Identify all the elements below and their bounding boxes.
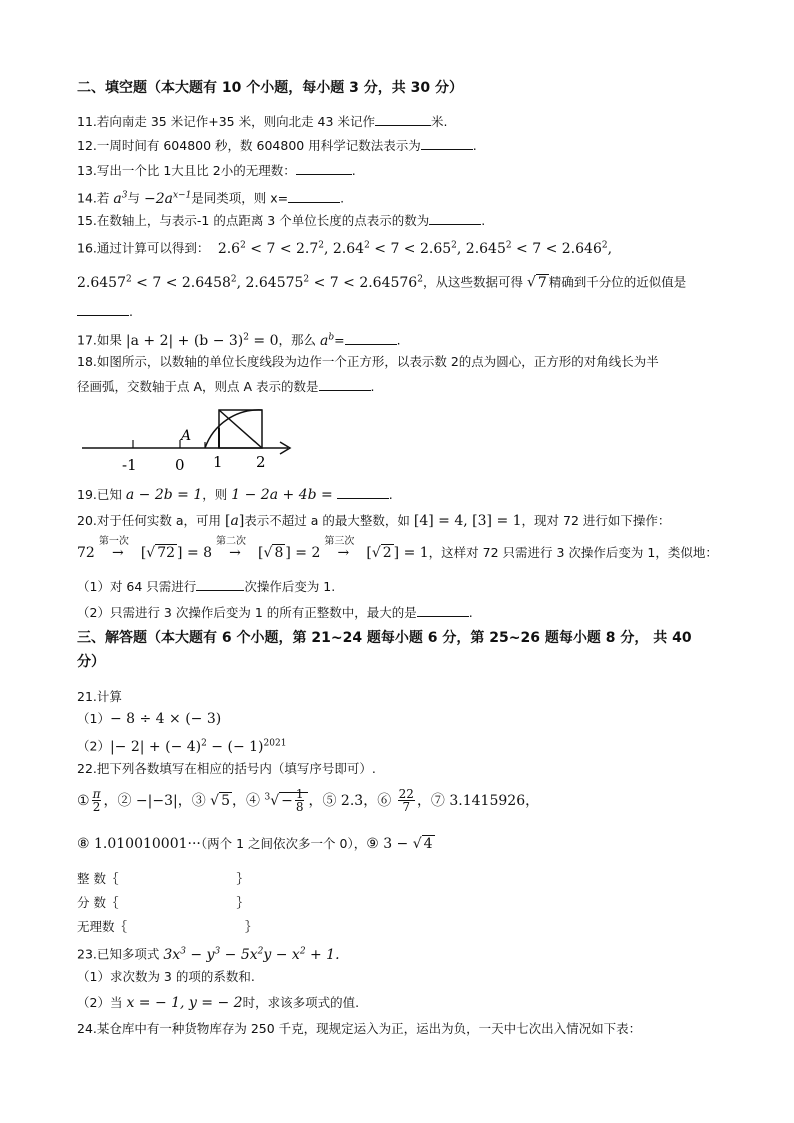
category-fractions: 分 数｛ ｝: [77, 895, 249, 910]
answer-blank: [288, 190, 340, 203]
answer-blank: [345, 332, 397, 345]
question-20-line2: 72 第一次 → [√ 72 ] = 8 第二次 → [√ 8 ] = 2 第三次 → [√ 2 ] = 1，这样对 72 只需进行 3 次操作后变为 1，类似地：: [77, 544, 718, 562]
answer-blank: [319, 378, 371, 391]
answer-blank: [296, 162, 352, 175]
question-16-line3: .: [77, 303, 133, 321]
floor-examples: [4] = 4, [3] = 1: [413, 513, 522, 529]
question-18-line2: 径画弧，交数轴于点 A，则点 A 表示的数是 .: [77, 379, 375, 394]
question-18-line1: 18.如图所示，以数轴的单位长度线段为边作一个正方形，以表示数 2的点为圆心，正方形的对角线长为半: [77, 354, 659, 369]
question-24: 24.某仓库中有一种货物库存为 250 千克，现规定运入为正，运出为负，一天中七次出入情况如下表：: [77, 1021, 642, 1036]
answer-blank: [337, 486, 389, 499]
polynomial: $3x^3 - y^3 - 5x^2y - x^2 + 1$.: [163, 946, 340, 963]
question-14: 14.若 $a^3$与 $-2a^{x-1}$是同类项，则 x= .: [77, 190, 345, 207]
question-20-line1: 20.对于任何实数 a，可用 [a]表示不超过 a 的最大整数，如 [4] = 4, [3] = 1，现对 72 进行如下操作：: [77, 513, 671, 529]
question-12: 12.一周时间有 604800 秒，数 604800 用科学记数法表示为 .: [77, 138, 477, 153]
question-22-numbers-row1: [77, 788, 539, 813]
section3-heading-line1: 三、解答题（本大题有 6 个小题，第 21~24 题每小题 6 分，第 25~26 题每小题 8 分， 共 40: [77, 630, 692, 646]
compass-arc: [205, 410, 262, 448]
step-label: 第一次: [98, 536, 129, 547]
target-expression: 1 − 2a + 4b =: [231, 487, 333, 503]
question-20-sub1: （1）对 64 只需进行 次操作后变为 1.: [77, 579, 336, 594]
square-diagonal: [219, 410, 262, 448]
answer-blank: [77, 303, 129, 316]
sqrt-7: √ 7: [526, 274, 547, 291]
question-16-line2: $2.6457^2 < 7 < 2.6458^2$, $2.64575^2 < 7 < 2.64576^2$，从这些数据可得 √ 7 精确到千分位的近似值是: [77, 274, 687, 291]
inequality-chain-1: $2.6^2 < 7 < 2.7^2$, $2.64^2 < 7 < 2.65^2$, $2.645^2 < 7 < 2.646^2$,: [213, 240, 613, 257]
question-21-part2: （2）|− 2| + (− 4)$^2$ − (− 1)$^{2021}$: [77, 738, 287, 755]
expression: |− 2| + (− 4)$^2$ − (− 1)$^{2021}$: [109, 738, 287, 755]
condition-expression: $|a + 2| + (b - 3)^2 = 0$: [125, 332, 279, 349]
question-17: 17.如果 $|a + 2| + (b - 3)^2 = 0$，那么 $a^b=$ .: [77, 332, 401, 349]
question-11: 11.若向南走 35 米记作+35 米，则向北走 43 米记作 米.: [77, 114, 448, 129]
tick-label: -1: [122, 456, 137, 474]
term-2ax: $-2a^{x-1}$: [143, 190, 192, 207]
term-a3: $a^3$: [113, 190, 128, 207]
question-15: 15.在数轴上，与表示-1 的点距离 3 个单位长度的点表示的数为 .: [77, 213, 486, 228]
point-a-label: A: [181, 428, 192, 444]
question-21-title: 21.计算: [77, 689, 122, 704]
question-13: 13.写出一个比 1大且比 2小的无理数： .: [77, 163, 356, 178]
number-list: ⑧ 1.010010001···: [77, 836, 201, 852]
question-22-numbers-row2: ⑧ 1.010010001···（两个 1 之间依次多一个 0），⑨ 3 − √ 4: [77, 836, 433, 852]
question-23-part2: （2）当 x = − 1, y = − 2时，求该多项式的值.: [77, 995, 360, 1011]
number-line-figure: [78, 404, 298, 476]
tick-label: 1: [213, 453, 223, 471]
question-16-line1: 16.通过计算可以得到： $2.6^2 < 7 < 2.7^2$, $2.64^2 < 7 < 2.65^2$, $2.645^2 < 7 < 2.646^2$,: [77, 240, 613, 257]
term-a-pow-b: $a^b$: [320, 332, 335, 349]
tick-label: 0: [175, 456, 185, 474]
tick-label: 2: [256, 453, 266, 471]
question-19: 19.已知 a − 2b = 1，则 1 − 2a + 4b = .: [77, 487, 393, 503]
category-irrationals: 无理数｛ ｝: [77, 919, 258, 934]
step-label: 第三次: [324, 536, 355, 547]
floor-a: [a]: [225, 513, 245, 529]
inequality-chain-2: $2.6457^2 < 7 < 2.6458^2$, $2.64575^2 < 7 < 2.64576^2$: [77, 274, 423, 291]
number-list: ⑨ 3 − √ 4: [366, 836, 433, 852]
section3-heading-line2: 分）: [77, 654, 105, 670]
question-23-part1: （1）求次数为 3 的项的系数和.: [77, 969, 255, 984]
answer-blank: [196, 578, 244, 591]
variable-values: x = − 1, y = − 2: [126, 995, 243, 1011]
category-integers: 整 数｛ ｝: [77, 871, 249, 886]
answer-blank: [429, 212, 481, 225]
number-list: ① $\frac{\pi}{2}$ ，② −|−3|，③ √ 5 ，④ $^3$√ − $\frac{1}{8}$ ，⑤ 2.3̇，⑥ $\frac{22}{7}$ ，⑦ 3.1415926，: [77, 787, 540, 815]
step-label: 第二次: [216, 536, 247, 547]
expression: − 8 ÷ 4 × (− 3): [109, 711, 222, 727]
answer-blank: [375, 113, 431, 126]
operation-chain: 72 第一次 → [√ 72 ] = 8 第二次 → [√ 8 ] = 2 第三次 → [√ 2 ] = 1: [77, 545, 429, 561]
question-21-part1: （1）− 8 ÷ 4 × (− 3): [77, 711, 222, 727]
condition-expression: a − 2b = 1: [125, 487, 203, 503]
question-22-title: 22.把下列各数填写在相应的括号内（填写序号即可）.: [77, 761, 376, 776]
answer-blank: [421, 137, 473, 150]
answer-blank: [417, 604, 469, 617]
question-23: 23.已知多项式 $3x^3 - y^3 - 5x^2y - x^2 + 1$.: [77, 946, 340, 963]
question-20-sub2: （2）只需进行 3 次操作后变为 1 的所有正整数中，最大的是 .: [77, 605, 473, 620]
section2-heading: 二、填空题（本大题有 10 个小题，每小题 3 分，共 30 分）: [77, 80, 463, 96]
